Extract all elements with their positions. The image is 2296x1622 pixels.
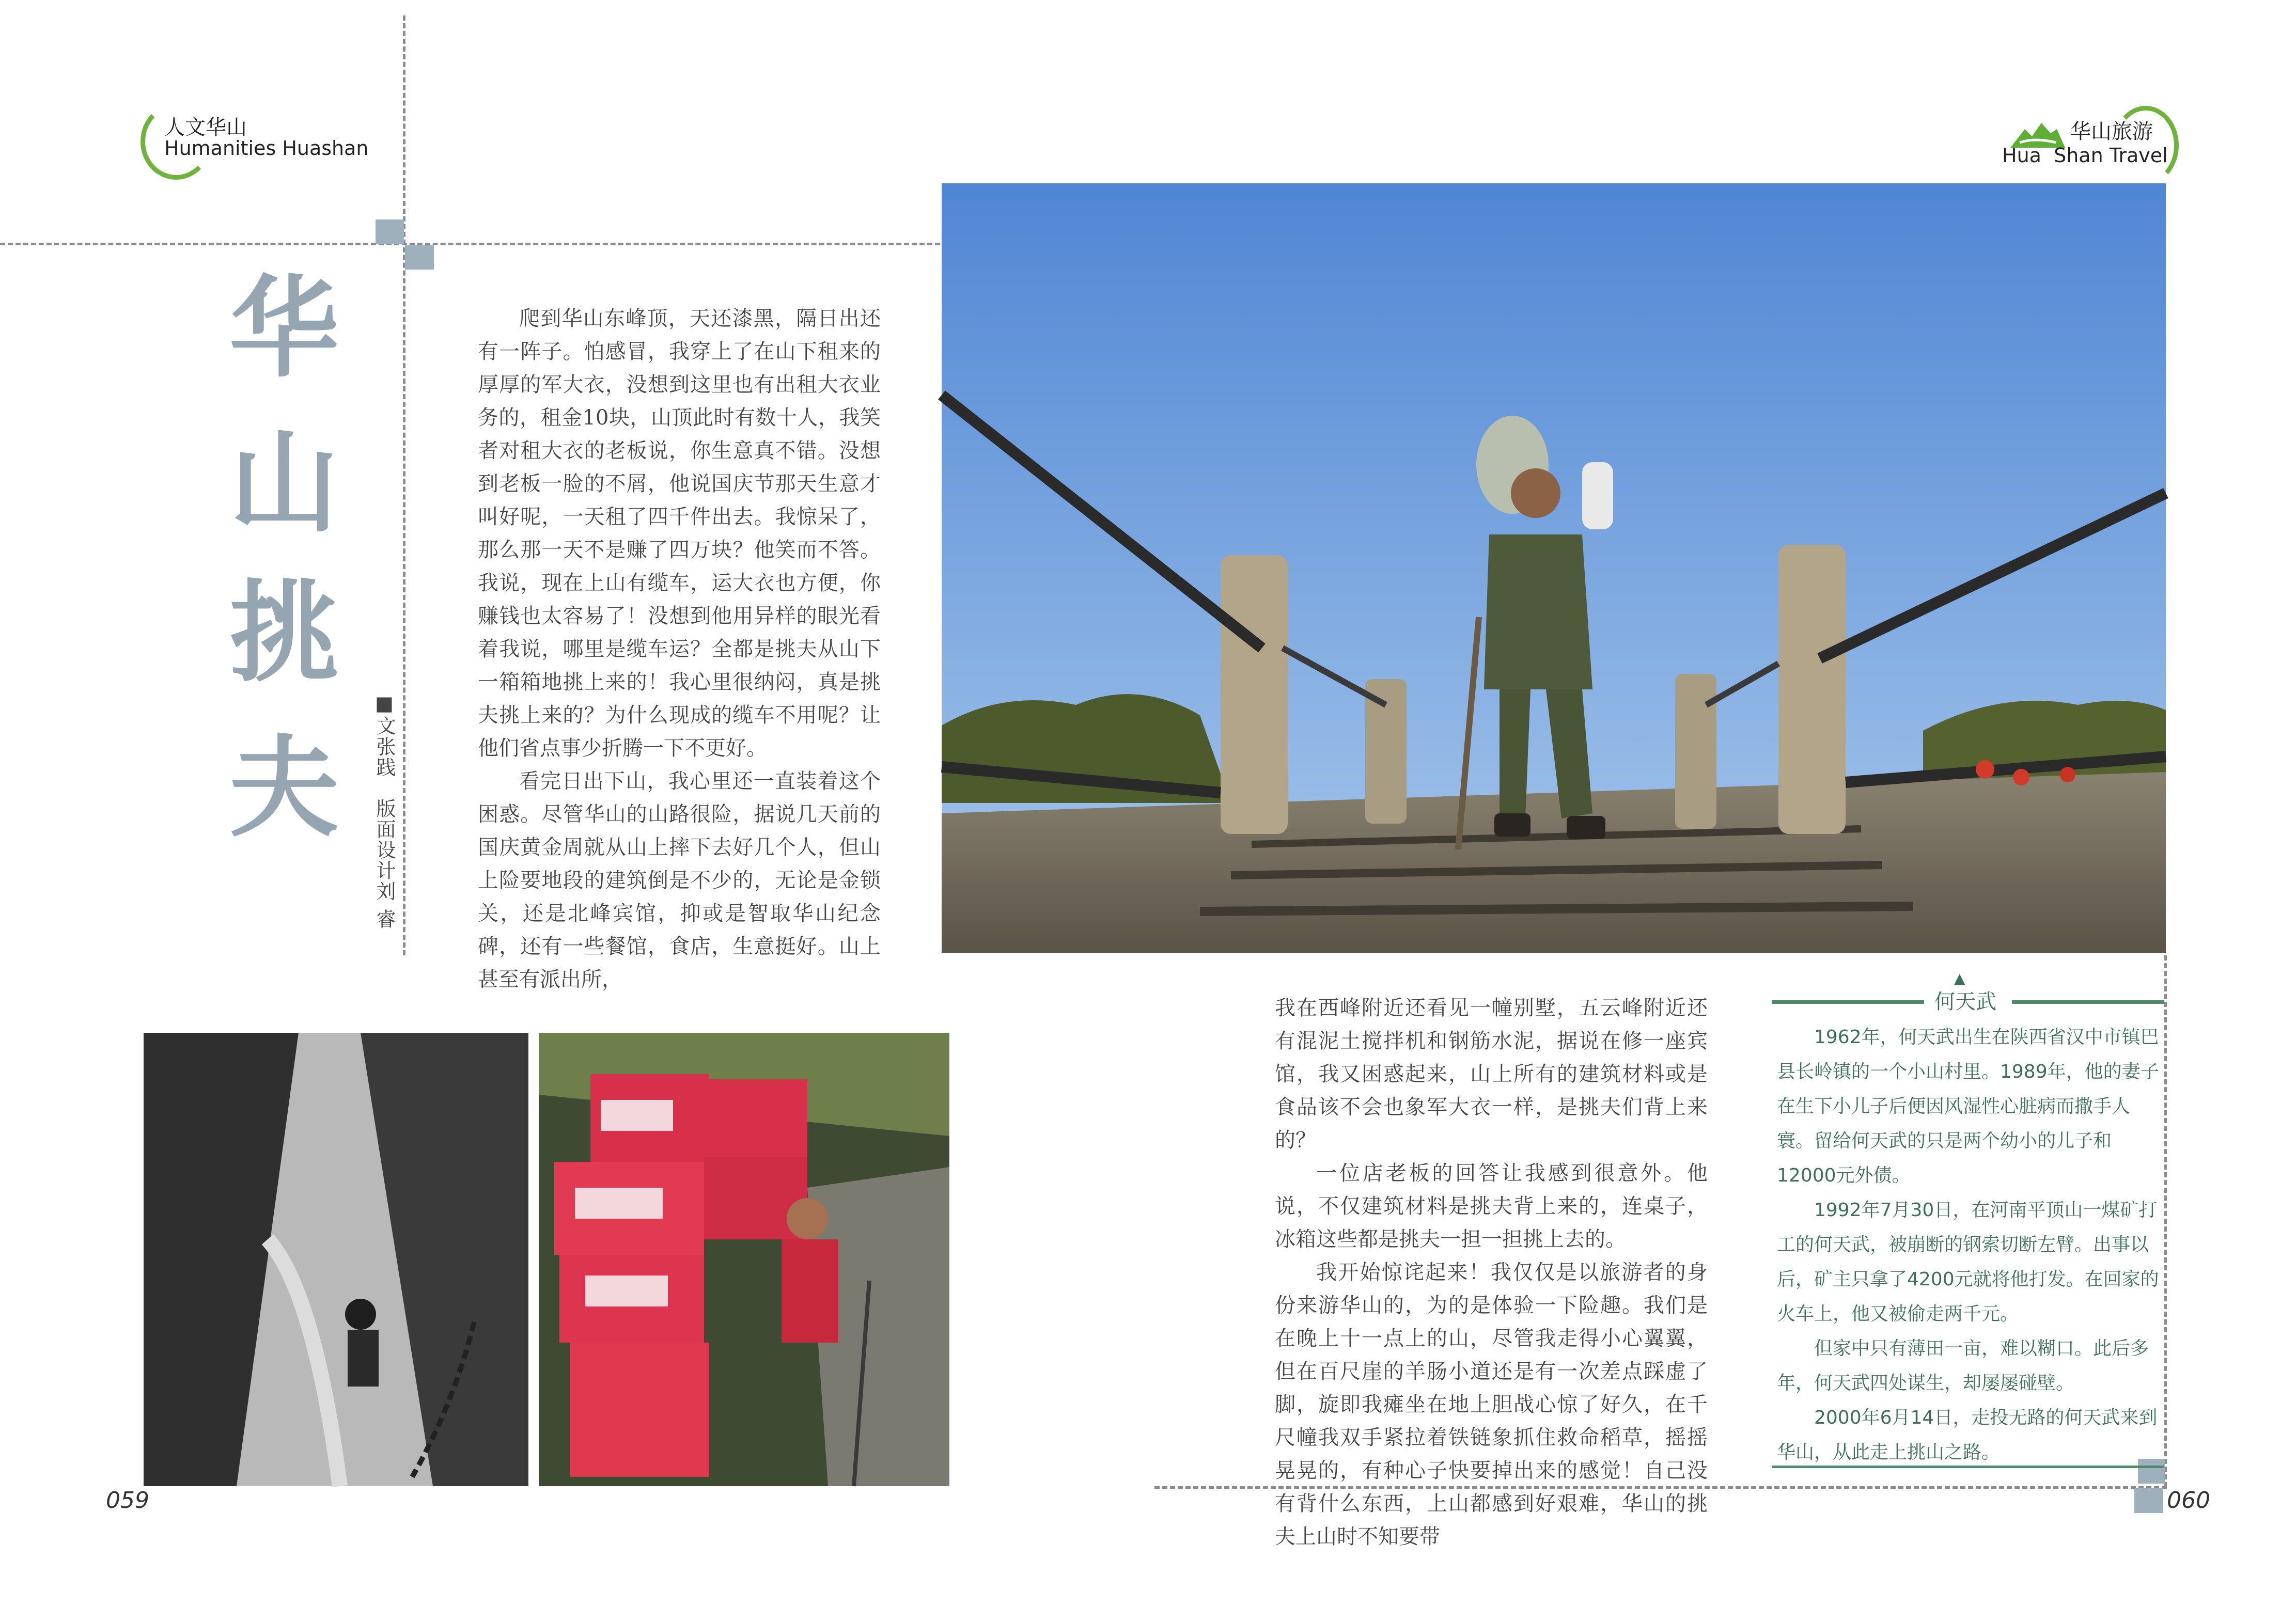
boxes-photo-illustration <box>539 1033 949 1486</box>
header-right-cn: 华山旅游 <box>2070 120 2153 144</box>
sidebar-paragraph: 1992年7月30日，在河南平顶山一煤矿打工的何天武，被崩断的钢索切断左臂。出事以后，矿主只拿了4200元就将他打发。在回家的火车上，他又被偷走两千元。 <box>1777 1200 2159 1325</box>
porter-photo-illustration <box>942 183 2166 953</box>
main-photo-porter <box>942 183 2166 953</box>
sidebar-rule-left <box>1772 1000 1924 1004</box>
header-right-en: Hua Shan Travel <box>2002 144 2168 167</box>
page-number-left: 059 <box>106 1487 149 1514</box>
paragraph: 我在西峰附近还看见一幢别墅，五云峰附近还有混泥土搅拌机和钢筋水泥，据说在修一座宾馆，我又困惑起来，山上所有的建筑材料或是食品该不会也象军大衣一样，是挑夫们背上来的？ <box>1275 996 1708 1152</box>
sidebar-text <box>1777 1020 2159 1470</box>
sidebar-paragraph: 1962年，何天武出生在陕西省汉中市镇巴县长岭镇的一个小山村里。1989年，他的妻子在生下小儿子后便因风湿性心脏病而撒手人寰。留给何天武的只是两个幼小的儿子和12000元外债。 <box>1777 1027 2159 1186</box>
corner-square-4 <box>2134 1488 2163 1513</box>
paragraph: 一位店老板的回答让我感到很意外。他说，不仅建筑材料是挑夫背上来的，连桌子，冰箱这些都是挑夫一担一担挑上去的。 <box>1275 1161 1708 1251</box>
article-column-1 <box>478 302 881 991</box>
title-char-4: 夫 <box>229 724 339 852</box>
sidebar-paragraph: 但家中只有薄田一亩，难以糊口。此后多年，何天武四处谋生，却屡屡碰壁。 <box>1777 1338 2149 1394</box>
sidebar-paragraph: 2000年6月14日，走投无路的何天武来到华山，从此走上挑山之路。 <box>1777 1407 2158 1463</box>
sidebar-marker-icon: ▲ <box>1954 970 1965 987</box>
sidebar-rule-bottom <box>1772 1466 2164 1468</box>
photo-porter-boxes <box>539 1033 949 1486</box>
paragraph: 爬到华山东峰顶，天还漆黑，隔日出还有一阵子。怕感冒，我穿上了在山下租来的厚厚的军大衣，没想到这里也有出租大衣业务的，租金10块，山顶此时有数十人，我笑者对租大衣的老板说，你生意真不错。没想到老板一脸的不屑，他说国庆节那天生意才叫好呢，一天租了四千件出去。我惊呆了，那么那一天不是赚了四万块？他笑而不答。我说，现在上山有缆车，运大衣也方便，你赚钱也太容易了！没想到他用异样的眼光看着我说，哪里是缆车运？全都是挑夫从山下一箱箱地挑上来的！我心里很纳闷，真是挑夫挑上来的？为什么现成的缆车不用呢？让他们省点事少折腾一下不更好。 <box>478 307 881 760</box>
guide-line-top <box>0 243 940 245</box>
paragraph: 看完日出下山，我心里还一直装着这个困惑。尽管华山的山路很险，据说几天前的国庆黄金周就从山上摔下去好几个人，但山上险要地段的建筑倒是不少的，无论是金锁关，还是北峰宾馆，抑或是智取华山纪念碑，还有一些餐馆，食店，生意挺好。山上甚至有派出所， <box>478 769 881 991</box>
article-column-2 <box>1275 991 1708 1549</box>
corner-square-1 <box>376 219 404 244</box>
guide-line-right <box>2164 955 2167 1487</box>
corner-square-2 <box>405 245 434 270</box>
sidebar-rule-right <box>2012 1000 2164 1004</box>
sidebar-title: 何天武 <box>1934 990 1996 1014</box>
page-number-right: 060 <box>2167 1487 2210 1514</box>
title-char-3: 挑 <box>229 569 339 697</box>
cliff-photo-illustration <box>144 1033 528 1486</box>
logo-arc-right-icon <box>2113 106 2179 185</box>
paragraph: 我开始惊诧起来！我仅仅是以旅游者的身份来游华山的，为的是体验一下险趣。我们是在晚上十一点上的山，尽管我走得小心翼翼，但在百尺崖的羊肠小道还是有一次差点踩虚了脚，旋即我瘫坐在地上胆战心惊了好久，在千尺幢我双手紧拉着铁链象抓住救命稻草，摇摇晃晃的，有种心子快要掉出来的感觉！自己没有背什么东西，上山都感到好艰难，华山的挑夫上山时不知要带 <box>1275 1261 1708 1549</box>
title-char-1: 华 <box>229 264 339 392</box>
photo-cliff-path-bw <box>144 1033 528 1486</box>
header-left-en: Humanities Huashan <box>164 137 369 160</box>
title-char-2: 山 <box>229 419 339 547</box>
header-left-cn: 人文华山 <box>164 116 247 139</box>
guide-line-left <box>403 15 405 955</box>
author-credit: ■文张践 版面设计刘 睿 <box>373 692 396 930</box>
